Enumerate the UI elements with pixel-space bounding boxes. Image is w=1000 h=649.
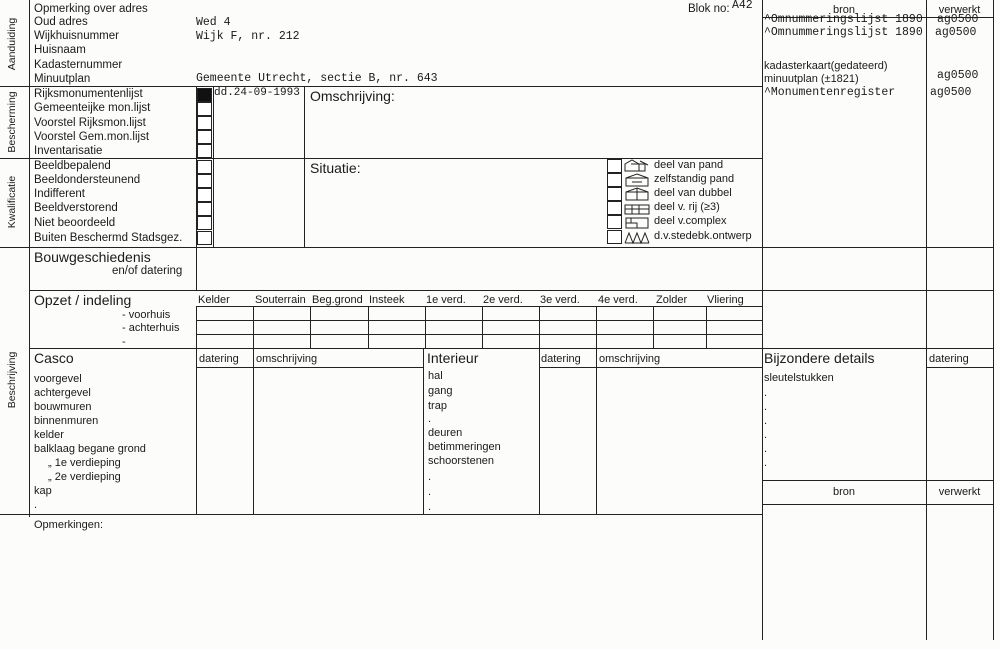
protection-date: dd.24-09-1993 — [214, 87, 300, 99]
interieur-item: . — [428, 501, 432, 513]
opzet-column: Insteek — [369, 294, 405, 306]
kwalificatie-label: Beeldondersteunend — [34, 174, 141, 186]
bron-header: bron — [832, 4, 856, 16]
opzet-column: Vliering — [707, 294, 744, 306]
bijzondere-item: . — [764, 401, 768, 413]
aanduiding-label: Wijkhuisnummer — [34, 30, 119, 42]
situatie-option: deel v.complex — [654, 215, 727, 227]
casco-item: kap — [34, 485, 52, 497]
bijzondere-item: . — [764, 415, 768, 427]
bijzondere-item: sleutelstukken — [764, 372, 834, 384]
opzet-row-label: - voorhuis — [122, 309, 171, 321]
casco-item: kelder — [34, 429, 64, 441]
kwalificatie-checkbox[interactable] — [197, 216, 212, 230]
situatie-option: deel van pand — [654, 159, 724, 171]
bescherming-label: Rijksmonumentenlijst — [34, 88, 143, 100]
bescherming-label: Gemeenteijke mon.lijst — [34, 102, 151, 114]
bescherming-label: Voorstel Rijksmon.lijst — [34, 117, 146, 129]
opzet-column: 3e verd. — [540, 294, 580, 306]
opzet-row-label: - achterhuis — [122, 322, 180, 334]
situatie-checkbox[interactable] — [607, 173, 622, 187]
kwalificatie-checkbox[interactable] — [197, 202, 212, 216]
situatie-option: deel van dubbel — [654, 187, 732, 199]
bron-code: ag0500 — [935, 26, 977, 39]
verwerkt-header: verwerkt — [938, 4, 981, 16]
gemeente-mon-checkbox[interactable] — [197, 102, 212, 116]
bron-code: ag0500 — [930, 86, 972, 99]
opmerkingen-label: Opmerkingen: — [34, 519, 104, 531]
aanduiding-label: Oud adres — [34, 16, 88, 28]
kwalificatie-label: Buiten Beschermd Stadsgez. — [34, 232, 183, 244]
side-label-bescherming: Bescherming — [5, 91, 18, 153]
bescherming-label: Inventarisatie — [34, 145, 103, 157]
opzet-column: 1e verd. — [426, 294, 466, 306]
casco-title: Casco — [34, 350, 74, 366]
situatie-label: Situatie: — [310, 160, 361, 176]
interieur-item: . — [428, 471, 432, 483]
opzet-column: 4e verd. — [598, 294, 638, 306]
interieur-item: betimmeringen — [428, 441, 501, 453]
interieur-item: deuren — [428, 427, 463, 439]
detached-building-icon — [623, 173, 651, 187]
interieur-item: gang — [428, 385, 453, 397]
voorstel-rijksmon-checkbox[interactable] — [197, 116, 212, 130]
kwalificatie-checkbox[interactable] — [197, 188, 212, 202]
situatie-checkbox[interactable] — [607, 230, 622, 244]
bron-source: minuutplan (±1821) — [764, 73, 859, 85]
bouwgeschiedenis-subtitle: en/of datering — [112, 265, 183, 277]
opzet-title: Opzet / indeling — [34, 292, 132, 308]
bouwgeschiedenis-title: Bouwgeschiedenis — [34, 249, 151, 265]
casco-item: achtergevel — [34, 387, 91, 399]
aanduiding-label: Huisnaam — [34, 44, 86, 56]
complex-icon — [623, 215, 651, 229]
casco-item: . — [34, 499, 38, 511]
opzet-column: 2e verd. — [483, 294, 523, 306]
aanduiding-label: Minuutplan — [34, 73, 91, 85]
casco-item: voorgevel — [34, 373, 82, 385]
situatie-checkbox[interactable] — [607, 159, 622, 173]
bron-code: ag0500 — [937, 69, 979, 82]
interieur-item: trap — [428, 400, 447, 412]
kwalificatie-checkbox[interactable] — [197, 174, 212, 188]
kwalificatie-label: Beeldverstorend — [34, 202, 118, 214]
oud-adres-value: Wed 4 — [196, 16, 231, 29]
kwalificatie-checkbox[interactable] — [197, 231, 212, 245]
kwalificatie-label: Indifferent — [34, 188, 85, 200]
inventarisatie-checkbox[interactable] — [197, 144, 212, 158]
situatie-option: d.v.stedebk.ontwerp — [654, 230, 752, 242]
casco-item: bouwmuren — [34, 401, 92, 413]
interieur-item: . — [428, 413, 432, 425]
bijzondere-datering-header: datering — [929, 353, 969, 365]
opzet-column: Beg.grond — [312, 294, 363, 306]
interieur-item: hal — [428, 370, 443, 382]
rijksmonument-checkbox[interactable] — [197, 88, 212, 102]
interieur-omschrijving-header: omschrijving — [599, 353, 661, 365]
bijzondere-verwerkt-header: verwerkt — [938, 486, 981, 498]
kwalificatie-label: Beeldbepalend — [34, 160, 111, 172]
interieur-item: . — [428, 486, 432, 498]
blok-label: Blok no: — [688, 3, 730, 15]
situatie-checkbox[interactable] — [607, 215, 622, 229]
situatie-option: zelfstandig pand — [654, 173, 735, 185]
blok-value: A42 — [732, 0, 753, 12]
opzet-column: Souterrain — [255, 294, 306, 306]
situatie-option: deel v. rij (≥3) — [654, 201, 720, 213]
casco-omschrijving-header: omschrijving — [256, 353, 318, 365]
omschrijving-label: Omschrijving: — [310, 88, 395, 104]
bijzondere-item: . — [764, 429, 768, 441]
voorstel-gemmon-checkbox[interactable] — [197, 130, 212, 144]
interieur-datering-header: datering — [541, 353, 581, 365]
opzet-row-label: - — [122, 336, 126, 348]
minuutplan-value: Gemeente Utrecht, sectie B, nr. 643 — [196, 72, 438, 85]
bijzondere-bron-header: bron — [832, 486, 856, 498]
bijzondere-item: . — [764, 443, 768, 455]
bron-source: ^Omnummeringslijst 1890 — [764, 26, 923, 39]
semi-detached-icon — [623, 187, 651, 201]
interieur-title: Interieur — [427, 350, 479, 366]
side-label-kwalificatie: Kwalificatie — [5, 175, 18, 229]
kwalificatie-checkbox[interactable] — [197, 160, 212, 174]
casco-item: balklaag begane grond — [34, 443, 146, 455]
wijkhuisnummer-value: Wijk F, nr. 212 — [196, 30, 300, 43]
aanduiding-label: Kadasternummer — [34, 59, 123, 71]
kwalificatie-label: Niet beoordeeld — [34, 217, 116, 229]
row-houses-icon — [623, 201, 651, 215]
casco-datering-header: datering — [199, 353, 239, 365]
opzet-column: Zolder — [656, 294, 688, 306]
bijzondere-item: . — [764, 457, 768, 469]
bijzondere-item: . — [764, 387, 768, 399]
bescherming-label: Voorstel Gem.mon.lijst — [34, 131, 150, 143]
bijzondere-title: Bijzondere details — [764, 350, 875, 366]
aanduiding-label: Opmerking over adres — [34, 3, 148, 15]
bron-source: kadasterkaart(gedateerd) — [764, 60, 888, 72]
urban-design-icon — [623, 230, 651, 244]
casco-item: binnenmuren — [34, 415, 99, 427]
side-label-beschrijving: Beschrijving — [5, 351, 18, 409]
casco-item: „ 2e verdieping — [48, 471, 121, 483]
bron-source: ^Omnummeringslijst 1890 — [764, 13, 923, 26]
situatie-checkbox[interactable] — [607, 187, 622, 201]
interieur-item: schoorstenen — [428, 455, 495, 467]
bron-source: ^Monumentenregister — [764, 86, 896, 99]
opzet-column: Kelder — [198, 294, 230, 306]
situatie-checkbox[interactable] — [607, 201, 622, 215]
side-label-aanduiding: Aanduiding — [5, 17, 18, 71]
bron-code: ag0500 — [937, 13, 979, 26]
casco-item: „ 1e verdieping — [48, 457, 121, 469]
partial-building-icon — [623, 159, 651, 173]
